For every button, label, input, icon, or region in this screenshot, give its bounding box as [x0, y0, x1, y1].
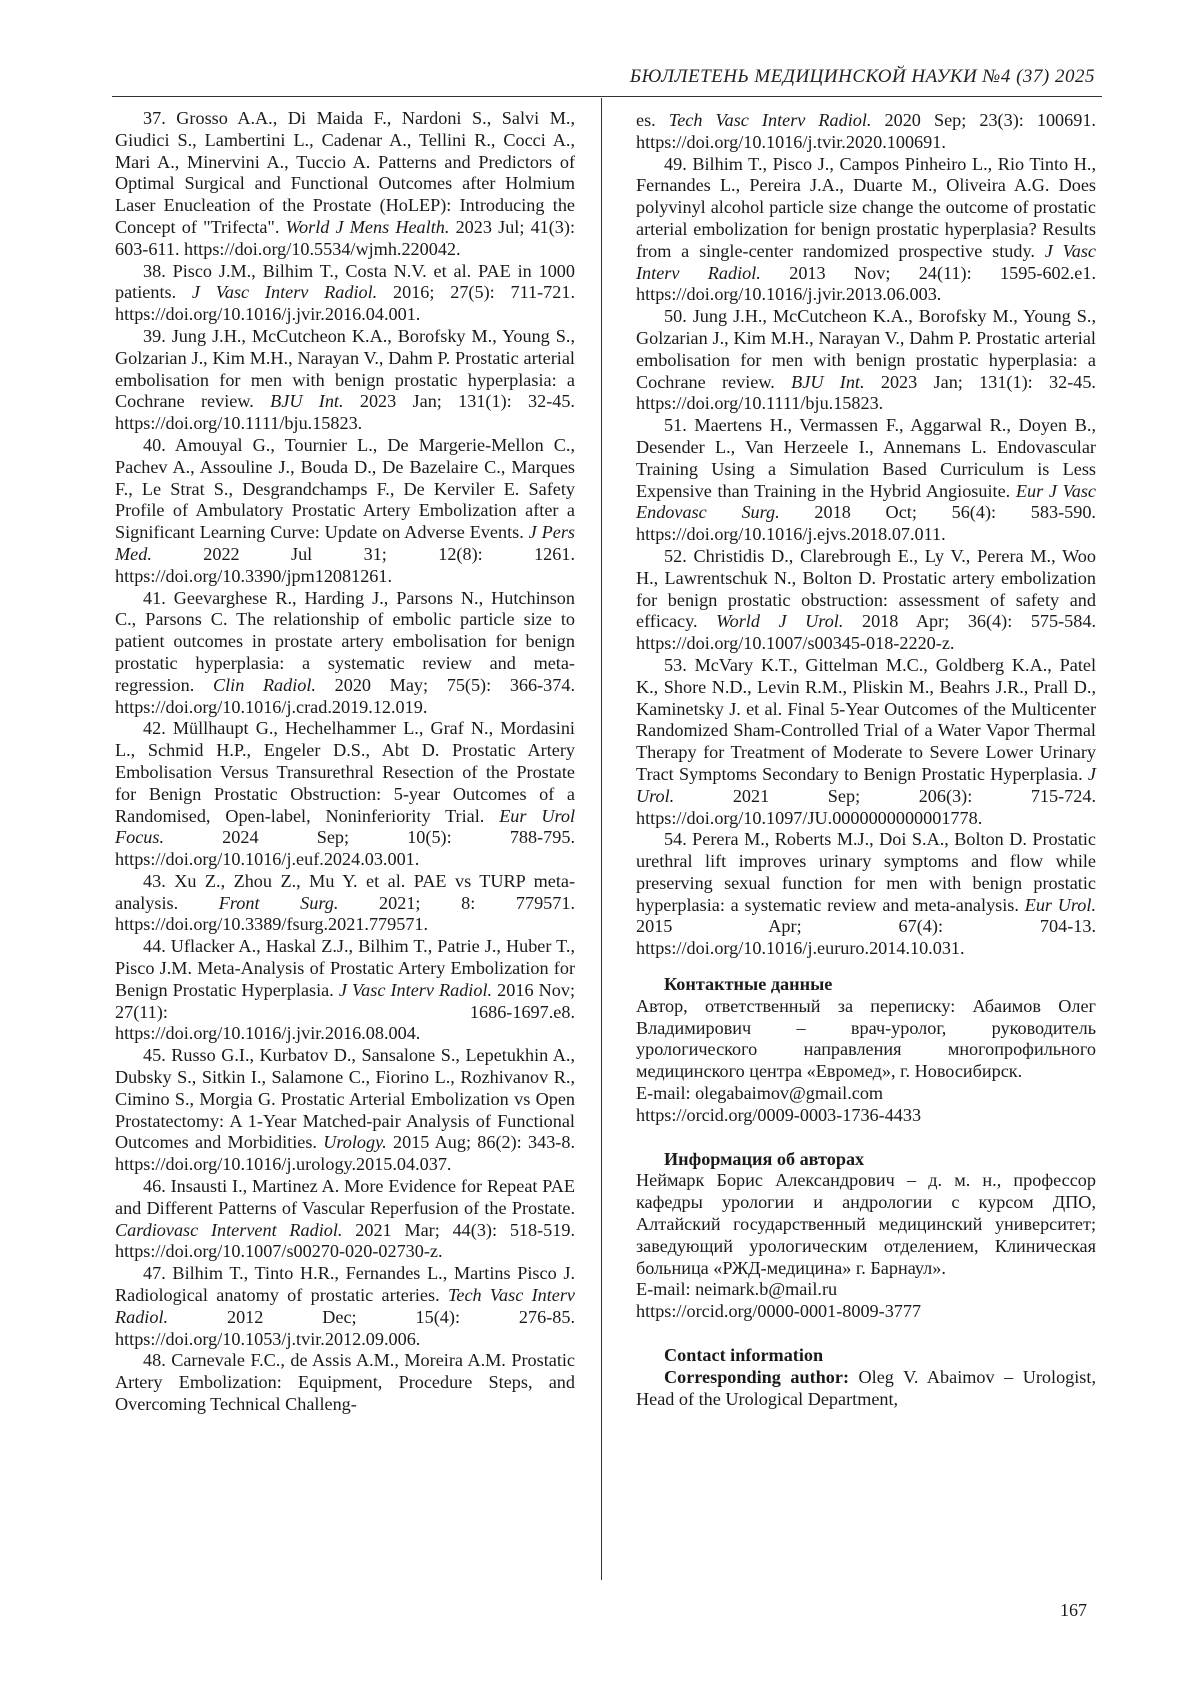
reference-journal: Front Surg.: [218, 892, 339, 913]
reference-39: [115, 326, 575, 435]
reference-47: [115, 1263, 575, 1350]
reference-journal: BJU Int.: [270, 391, 344, 412]
reference-journal: J Pers Med.: [115, 522, 575, 564]
reference-48c: [636, 110, 1096, 154]
reference-details: 2022 Jul 31; 12(8): 1261. https://doi.org/10.3390/jpm12081261.: [115, 543, 575, 586]
contacts-ru-text: Автор, ответственный за переписку: Абаимов Олег Владимирович – врач-уролог, руководитель урологического направления многопрофильного медицинского центра «Евромед», г. Новосибирск.: [636, 995, 1096, 1082]
reference-text: 44. Uflacker A., Haskal Z.J., Bilhim T., Patrie J., Huber T., Pisco J.M. Meta-Analysis of Prostatic Artery Embolization for Benign Prostatic Hyperplasia.: [115, 936, 575, 1000]
references-right-column: [636, 110, 1096, 1410]
reference-details: 2023 Jan; 131(1): 32-45. https://doi.org/10.1111/bju.15823.: [636, 371, 1096, 414]
reference-details: 2023 Jul; 41(3): 603-611. https://doi.org/10.5534/wjmh.220042.: [115, 216, 576, 259]
reference-text: 53. McVary K.T., Gittelman M.C., Goldberg K.A., Patel K., Shore N.D., Levin R.M., Pliskin M., Beahrs J.R., Prall D., Kaminetsky J. et al. Final 5-Year Outcomes of the Multicenter Randomized Sham-Controlled Trial of a Water Vapor Thermal Therapy for Treatment of Moderate to Severe Lower Urinary Tract Symptoms Secondary to Benign Prostatic Hyperplasia.: [636, 654, 1096, 784]
reference-text: 47. Bilhim T., Tinto H.R., Fernandes L., Martins Pisco J. Radiological anatomy of prostatic arteries.: [115, 1263, 575, 1306]
reference-text: 54. Perera M., Roberts M.J., Doi S.A., Bolton D. Prostatic urethral lift improves urinary symptoms and flow while preserving sexual function for men with benign prostatic hyperplasia: a systematic review and meta-analysis.: [636, 829, 1096, 915]
contact-en-section: [636, 1345, 1096, 1410]
reference-text: 46. Insausti I., Martinez A. More Evidence for Repeat PAE and Different Patterns of Vascular Reperfusion of the Prostate.: [115, 1176, 575, 1218]
contacts-ru-section: [636, 974, 1096, 1127]
reference-42: [115, 718, 575, 871]
reference-41: [115, 588, 575, 719]
reference-journal: Clin Radiol.: [212, 674, 316, 695]
reference-text: 40. Amouyal G., Tournier L., De Margerie-Mellon C., Pachev A., Assouline J., Bouda D., De Bazelaire C., Marques F., Le Strat S., Desgrandchamps F., De Kerviler E. Safety Profile of Ambulatory Prostatic Artery Embolization after a Significant Learning Curve: Update on Adverse Events.: [115, 434, 575, 543]
reference-details: 2020 Sep; 23(3): 100691. https://doi.org/10.1016/j.tvir.2020.100691.: [636, 110, 1096, 152]
reference-details: 2024 Sep; 10(5): 788-795. https://doi.org/10.1016/j.euf.2024.03.001.: [115, 827, 575, 870]
contacts-ru-orcid: https://orcid.org/0009-0003-1736-4433: [636, 1104, 922, 1125]
reference-journal: BJU Int.: [791, 371, 865, 392]
reference-journal: J Urol.: [636, 763, 1096, 806]
header-rule: [112, 96, 1102, 97]
reference-journal: Tech Vasc Interv Radiol.: [668, 110, 872, 130]
column-divider: [601, 98, 602, 1580]
reference-journal: J Vasc Interv Radiol.: [191, 282, 378, 303]
reference-details: 2012 Dec; 15(4): 276-85. https://doi.org/10.1053/j.tvir.2012.09.006.: [115, 1306, 575, 1349]
reference-37: [115, 108, 575, 261]
reference-text: 45. Russo G.I., Kurbatov D., Sansalone S., Lepetukhin A., Dubsky S., Sitkin I., Salamone C., Fiorino L., Rozhivanov R., Cimino S., Morgia G. Prostatic Arterial Embolization vs Open Prostatectomy: A 1-Year Matched-pair Analysis of Functional Outcomes and Morbidities.: [115, 1045, 575, 1153]
reference-details: 2021; 8: 779571. https://doi.org/10.3389/fsurg.2021.779571.: [115, 892, 575, 935]
reference-details: 2020 May; 75(5): 366-374. https://doi.org/10.1016/j.crad.2019.12.019.: [115, 674, 575, 717]
reference-details: 2018 Oct; 56(4): 583-590. https://doi.org/10.1016/j.ejvs.2018.07.011.: [636, 502, 1096, 545]
reference-details: 2016; 27(5): 711-721. https://doi.org/10.1016/j.jvir.2016.04.001.: [115, 282, 575, 325]
reference-journal: Cardiovasc Intervent Radiol.: [115, 1219, 343, 1240]
reference-journal: World J Urol.: [716, 611, 844, 632]
contact-en-paragraph: [636, 1367, 1096, 1411]
journal-title: БЮЛЛЕТЕНЬ МЕДИЦИНСКОЙ НАУКИ №4 (37) 2025: [629, 66, 1095, 87]
reference-journal: World J Mens Health.: [285, 216, 450, 237]
authors-ru-section: [636, 1149, 1096, 1323]
reference-38: [115, 261, 575, 326]
reference-journal: Eur Urol Focus.: [115, 805, 575, 848]
reference-details: 2015 Apr; 67(4): 704-13. https://doi.org/10.1016/j.eururo.2014.10.031.: [636, 916, 1096, 959]
reference-text: 51. Maertens H., Vermassen F., Aggarwal R., Doyen B., Desender L., Van Herzeele I., Annemans L. Endovascular Training Using a Simulation Based Curriculum is Less Expensive than Training in the Hybrid Angiosuite.: [636, 415, 1096, 501]
reference-text: es.: [636, 110, 669, 130]
reference-journal: Urology.: [323, 1132, 387, 1153]
reference-text: 38. Pisco J.M., Bilhim T., Costa N.V. et al. PAE in 1000 patients.: [115, 260, 575, 303]
contact-en-title: Contact information: [664, 1345, 824, 1366]
reference-text: 39. Jung J.H., McCutcheon K.A., Borofsky M., Young S., Golzarian J., Kim M.H., Narayan V., Dahm P. Prostatic arterial embolisation for men with benign prostatic hyperplasia: a Cochrane review.: [115, 325, 575, 412]
contacts-ru-title: Контактные данные: [664, 974, 833, 995]
contact-en-text: Oleg V. Abaimov – Urologist, Head of the Urological Department,: [636, 1366, 1096, 1409]
authors-ru-email: E-mail: neimark.b@mail.ru: [636, 1279, 838, 1300]
page-number: 167: [1060, 1600, 1087, 1620]
reference-details: 2021 Sep; 206(3): 715-724. https://doi.org/10.1097/JU.0000000000001778.: [636, 785, 1096, 828]
reference-details: 2023 Jan; 131(1): 32-45. https://doi.org/10.1111/bju.15823.: [115, 391, 575, 434]
reference-journal: J Vasc Interv Radiol.: [636, 240, 1096, 283]
reference-48: [115, 1350, 575, 1415]
authors-ru-orcid: https://orcid.org/0000-0001-8009-3777: [636, 1301, 922, 1322]
reference-51: [636, 415, 1096, 546]
reference-journal: Eur J Vasc Endovasc Surg.: [636, 480, 1096, 523]
reference-text: 37. Grosso A.A., Di Maida F., Nardoni S., Salvi M., Giudici S., Lambertini L., Cadenar A., Tellini R., Cocci A., Mari A., Minervini A., Tuccio A. Patterns and Predictors of Optimal Surgical and Functional Outcomes after Holmium Laser Enucleation of the Prostate (HoLEP): Introducing the Concept of "Trifecta".: [115, 108, 575, 237]
reference-text: 50. Jung J.H., McCutcheon K.A., Borofsky M., Young S., Golzarian J., Kim M.H., Narayan V., Dahm P. Prostatic arterial embolisation for men with benign prostatic hyperplasia: a Cochrane review.: [636, 306, 1096, 392]
reference-49: [636, 154, 1096, 307]
reference-details: 2015 Aug; 86(2): 343-8. https://doi.org/10.1016/j.urology.2015.04.037.: [115, 1132, 575, 1175]
references-left-column: [115, 108, 575, 1416]
reference-text: 49. Bilhim T., Pisco J., Campos Pinheiro L., Rio Tinto H., Fernandes L., Pereira J.A., Duarte M., Oliveira A.G. Does polyvinyl alcohol particle size change the outcome of prostatic arterial embolization for benign prostatic hyperplasia? Results from a single-center randomized prospective study.: [636, 153, 1096, 261]
authors-ru-title: Информация об авторах: [664, 1148, 865, 1169]
authors-ru-text: Неймарк Борис Александрович – д. м. н., профессор кафедры урологии и андрологии с курсом ДПО, Алтайский государственный медицинский университет; заведующий урологическим отделением, Клиническая больница «РЖД-медицина» г. Барнаул».: [636, 1170, 1096, 1278]
reference-text: 42. Müllhaupt G., Hechelhammer L., Graf N., Mordasini L., Schmid H.P., Engeler D.S., Abt D. Prostatic Artery Embolisation Versus Transurethral Resection of the Prostate for Benign Prostatic Obstruction: 5-year Outcomes of a Randomised, Open-label, Noninferiority Trial.: [115, 718, 575, 826]
reference-journal: Eur Urol.: [1024, 894, 1096, 915]
contacts-ru-email: E-mail: olegabaimov@gmail.com: [636, 1083, 884, 1104]
reference-details: 2013 Nov; 24(11): 1595-602.e1. https://doi.org/10.1016/j.jvir.2013.06.003.: [636, 262, 1096, 305]
reference-45: [115, 1045, 575, 1176]
reference-54: [636, 829, 1096, 960]
contact-en-label: Corresponding author:: [664, 1366, 850, 1387]
reference-50: [636, 306, 1096, 415]
reference-40: [115, 435, 575, 588]
reference-53: [636, 655, 1096, 829]
reference-text: 43. Xu Z., Zhou Z., Mu Y. et al. PAE vs TURP meta-analysis.: [115, 870, 575, 913]
reference-details: 2016 Nov; 27(11): 1686-1697.e8. https://doi.org/10.1016/j.jvir.2016.08.004.: [115, 979, 575, 1044]
reference-text: 41. Geevarghese R., Harding J., Parsons N., Hutchinson C., Parsons C. The relationship of embolic particle size to patient outcomes in prostate artery embolisation for benign prostatic hyperplasia: a systematic review and meta-regression.: [115, 587, 575, 695]
reference-text: 52. Christidis D., Clarebrough E., Ly V., Perera M., Woo H., Lawrentschuk N., Bolton D. Prostatic artery embolization for benign prostatic obstruction: assessment of safety and efficacy.: [636, 545, 1096, 632]
reference-44: [115, 936, 575, 1045]
reference-journal: J Vasc Interv Radiol.: [338, 979, 493, 1000]
reference-text: 48. Carnevale F.C., de Assis A.M., Moreira A.M. Prostatic Artery Embolization: Equipment, Procedure Steps, and Overcoming Technical Challeng-: [115, 1350, 575, 1415]
reference-46: [115, 1176, 575, 1263]
reference-journal: Tech Vasc Interv Radiol.: [115, 1285, 575, 1327]
reference-43: [115, 871, 575, 936]
reference-52: [636, 546, 1096, 655]
reference-details: 2018 Apr; 36(4): 575-584. https://doi.org/10.1007/s00345-018-2220-z.: [636, 611, 1096, 654]
reference-details: 2021 Mar; 44(3): 518-519. https://doi.org/10.1007/s00270-020-02730-z.: [115, 1219, 575, 1262]
